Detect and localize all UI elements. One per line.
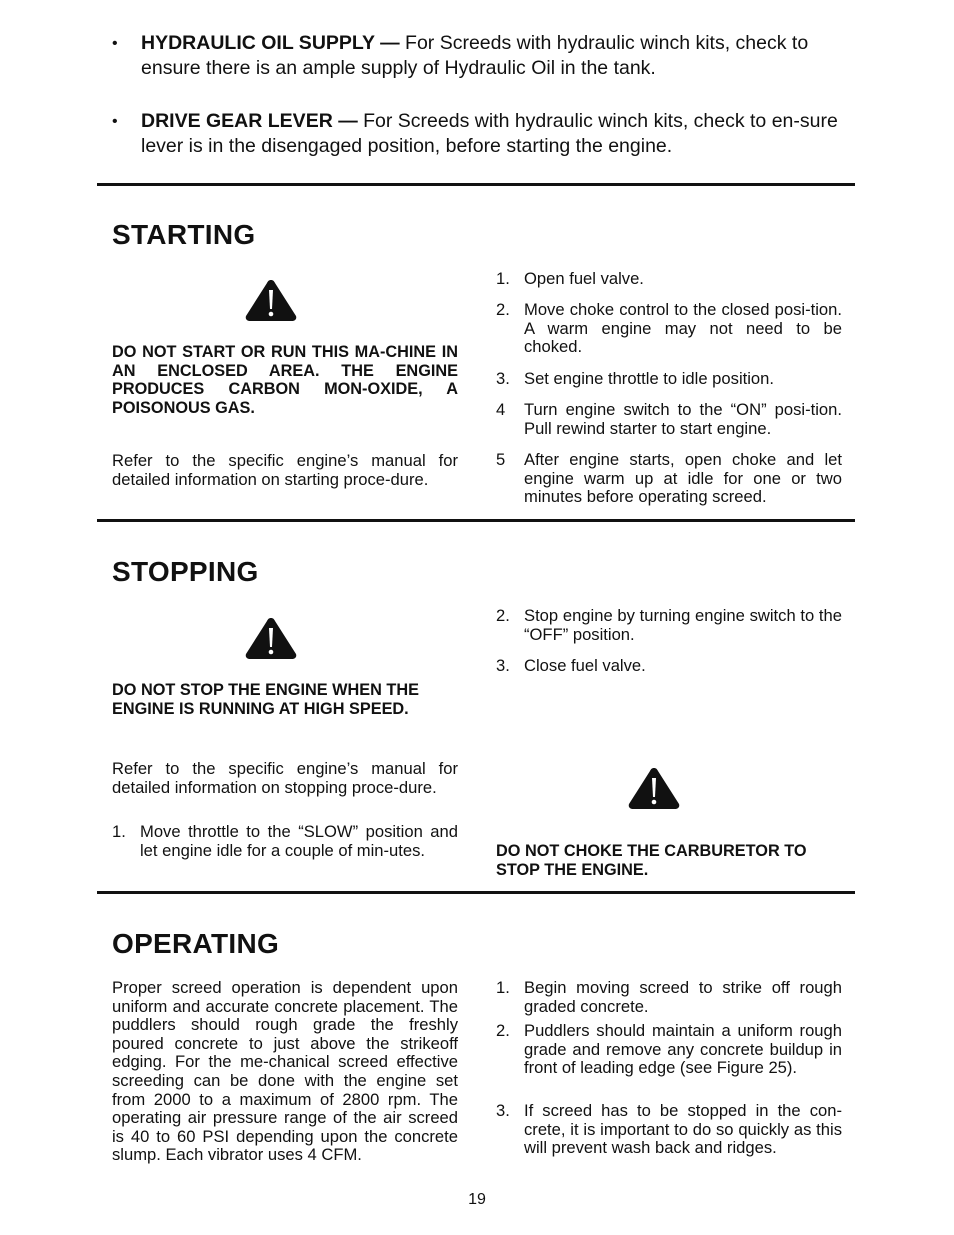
list-item	[496, 451, 842, 507]
step-text: Close fuel valve.	[524, 656, 646, 675]
step-number: 3.	[496, 1101, 510, 1120]
step-text: Stop engine by turning engine switch to the “OFF” position.	[524, 606, 842, 644]
list-item	[496, 657, 842, 676]
step-text: Begin moving screed to strike off rough graded concrete.	[524, 978, 842, 1016]
step-text: Set engine throttle to idle position.	[524, 369, 774, 388]
bullet-bold: HYDRAULIC OIL SUPPLY —	[141, 32, 400, 54]
page-number: 19	[468, 1191, 486, 1208]
step-number: 1.	[496, 269, 510, 288]
step-text: Move throttle to the “SLOW” position and let engine idle for a couple of min-utes.	[140, 822, 458, 860]
operating-paragraph: Proper screed operation is dependent upon uniform and accurate concrete placement. The puddlers should rough grade the freshly poured concrete to just above the strikeoff edging. For the me-chanical screed effective screeding can be done with the engine set from 2000 to a maximum of 2800 rpm. The operating air pressure range of the air screed is 40 to 60 PSI depending upon the concrete slump. Each vibrator uses 4 CFM.	[112, 978, 458, 1165]
step-text: Move choke control to the closed posi-tion. A warm engine may not need to be choked.	[524, 300, 842, 357]
step-text: If screed has to be stopped in the con-crete, it is important to do so quickly as this will prevent wash back and ridges.	[524, 1101, 842, 1158]
bullet-drive-gear	[112, 109, 847, 159]
step-number: 1.	[496, 978, 510, 997]
starting-heading: STARTING	[112, 219, 256, 250]
operating-heading: OPERATING	[112, 928, 280, 959]
operating-steps	[496, 979, 842, 1179]
stopping-warning: DO NOT STOP THE ENGINE WHEN THE ENGINE IS RUNNING AT HIGH SPEED.	[112, 681, 419, 718]
step-text: Open fuel valve.	[524, 269, 644, 288]
step-number: 5	[496, 450, 506, 469]
step-number: 1.	[112, 822, 126, 841]
section-divider	[97, 519, 855, 522]
step-number: 4	[496, 400, 506, 419]
bullet-dot: •	[112, 113, 118, 130]
step-number: 2.	[496, 300, 510, 319]
step-number: 2.	[496, 1021, 510, 1040]
list-item	[496, 1102, 842, 1158]
warning-triangle-icon	[244, 616, 298, 661]
stopping-right-steps	[496, 607, 842, 687]
step-number: 3.	[496, 656, 510, 675]
list-item	[496, 370, 842, 389]
list-item	[496, 1022, 842, 1078]
starting-warning: DO NOT START OR RUN THIS MA-CHINE IN AN ENCLOSED AREA. THE ENGINE PRODUCES CARBON MON-OXIDE, A POISONOUS GAS.	[112, 343, 458, 417]
list-item	[112, 823, 458, 860]
step-text: After engine starts, open choke and let engine warm up at idle for one or two minutes before operating screed.	[524, 450, 842, 507]
section-divider	[97, 891, 855, 894]
starting-steps	[496, 270, 842, 510]
warning-triangle-icon	[244, 278, 298, 323]
bullet-text: For Screeds with hydraulic winch kits, check to ensure there is an ample supply of Hydraulic Oil in the tank.	[141, 32, 809, 79]
bullet-text: For Screeds with hydraulic winch kits, check to en-sure lever is in the disengaged position, before starting the engine.	[141, 110, 838, 157]
warning-triangle-icon	[627, 766, 681, 811]
bullet-bold: DRIVE GEAR LEVER —	[141, 110, 358, 132]
list-item	[496, 270, 842, 289]
list-item	[496, 301, 842, 357]
step-number: 2.	[496, 606, 510, 625]
stopping-left-steps	[112, 823, 458, 883]
starting-refer-text: Refer to the specific engine’s manual for detailed information on starting proce-dure.	[112, 451, 458, 489]
step-number: 3.	[496, 369, 510, 388]
section-divider	[97, 183, 855, 186]
list-item	[496, 979, 842, 1016]
step-text: Puddlers should maintain a uniform rough grade and remove any concrete buildup in front of leading edge (see Figure 25).	[524, 1021, 842, 1078]
stopping-choke-warning: DO NOT CHOKE THE CARBURETOR TO STOP THE ENGINE.	[496, 842, 807, 879]
list-item	[496, 401, 842, 438]
bullet-hydraulic-oil	[112, 31, 847, 81]
list-item	[496, 607, 842, 644]
step-text: Turn engine switch to the “ON” posi-tion. Pull rewind starter to start engine.	[524, 400, 842, 438]
stopping-heading: STOPPING	[112, 556, 259, 587]
bullet-dot: •	[112, 35, 118, 52]
stopping-refer-text: Refer to the specific engine’s manual for detailed information on stopping proce-dure.	[112, 759, 458, 797]
